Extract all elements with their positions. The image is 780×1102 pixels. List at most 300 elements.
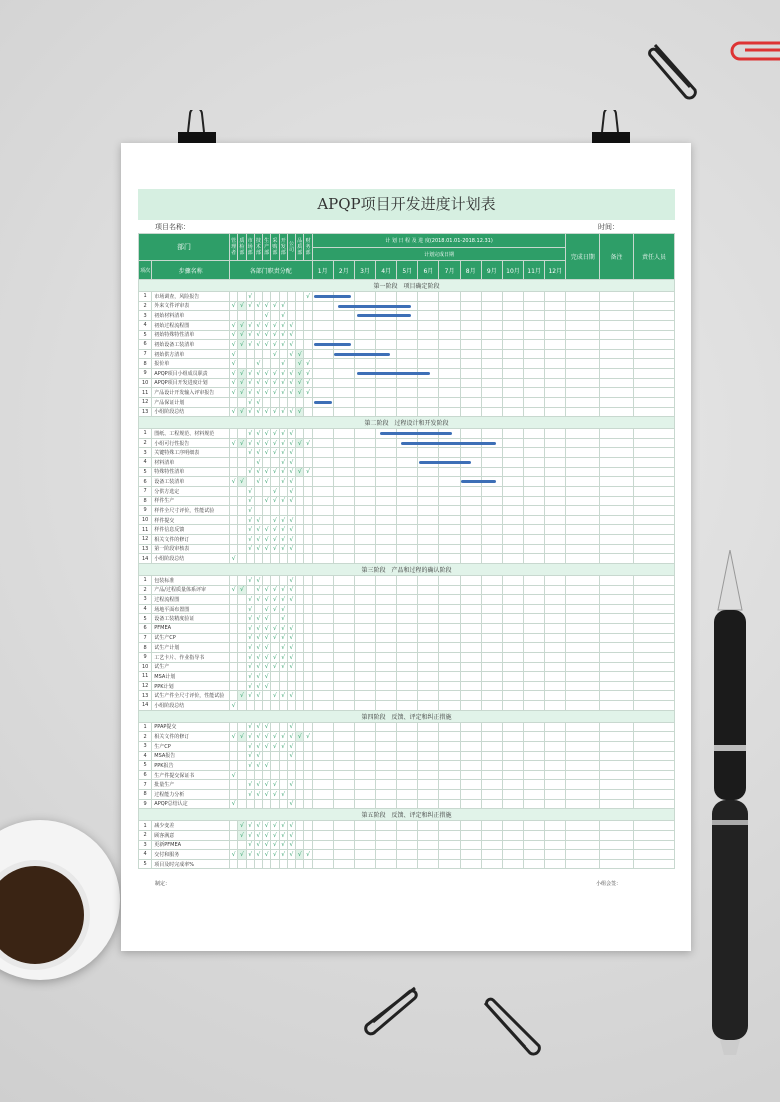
remark-cell xyxy=(600,438,634,448)
month-cell xyxy=(545,761,566,771)
month-cell xyxy=(439,515,460,525)
month-cell xyxy=(439,369,460,379)
month-cell xyxy=(354,340,375,350)
month-cell xyxy=(376,770,397,780)
done-cell xyxy=(566,301,600,311)
month-cell xyxy=(524,840,545,850)
done-cell xyxy=(566,624,600,634)
header-month: 10月 xyxy=(502,261,523,280)
month-cell xyxy=(354,429,375,439)
month-cell xyxy=(333,330,354,340)
done-cell xyxy=(566,595,600,605)
month-cell xyxy=(439,732,460,742)
table-row xyxy=(139,840,675,850)
check-cell: √ xyxy=(229,340,237,350)
month-cell xyxy=(418,544,439,554)
header-dept-col: 开发部 xyxy=(279,234,287,261)
check-cell: √ xyxy=(254,448,262,458)
check-cell: √ xyxy=(271,830,279,840)
month-cell xyxy=(397,506,418,516)
month-cell xyxy=(439,544,460,554)
check-cell xyxy=(246,477,254,487)
month-cell xyxy=(502,438,523,448)
month-cell xyxy=(439,643,460,653)
month-cell xyxy=(397,761,418,771)
done-cell xyxy=(566,821,600,831)
month-cell xyxy=(481,397,502,407)
remark-cell xyxy=(600,652,634,662)
month-cell xyxy=(333,672,354,682)
section-row xyxy=(139,280,675,292)
step-name: 产品/过程质量体系评审 xyxy=(152,585,230,595)
done-cell xyxy=(566,378,600,388)
month-cell xyxy=(312,799,333,809)
check-cell: √ xyxy=(287,595,295,605)
check-cell xyxy=(238,595,246,605)
month-cell xyxy=(333,722,354,732)
check-cell: √ xyxy=(254,397,262,407)
month-cell xyxy=(354,378,375,388)
month-cell xyxy=(376,301,397,311)
month-cell xyxy=(376,722,397,732)
month-cell xyxy=(481,850,502,860)
check-cell xyxy=(304,340,312,350)
check-cell: √ xyxy=(254,850,262,860)
check-cell xyxy=(238,652,246,662)
done-cell xyxy=(566,458,600,468)
check-cell xyxy=(263,486,271,496)
time-label: 时间： xyxy=(598,223,619,231)
month-cell xyxy=(545,397,566,407)
done-cell xyxy=(566,554,600,564)
month-cell xyxy=(439,506,460,516)
owner-cell xyxy=(633,515,674,525)
check-cell xyxy=(304,554,312,564)
step-number: 8 xyxy=(139,643,152,653)
table-row xyxy=(139,320,675,330)
check-cell: √ xyxy=(254,722,262,732)
month-cell xyxy=(502,359,523,369)
month-cell xyxy=(397,830,418,840)
month-cell xyxy=(312,407,333,417)
step-name: 小组阶段总结 xyxy=(152,554,230,564)
check-cell: √ xyxy=(271,535,279,545)
month-cell xyxy=(545,595,566,605)
step-number: 3 xyxy=(139,840,152,850)
month-cell xyxy=(312,349,333,359)
check-cell: √ xyxy=(254,330,262,340)
step-name: 初始设备工装清单 xyxy=(152,340,230,350)
month-cell xyxy=(545,741,566,751)
check-cell xyxy=(296,790,304,800)
month-cell xyxy=(333,859,354,869)
month-cell xyxy=(524,595,545,605)
step-number: 3 xyxy=(139,595,152,605)
check-cell xyxy=(229,448,237,458)
step-name: 关键特殊工序明细表 xyxy=(152,448,230,458)
month-cell xyxy=(376,477,397,487)
month-cell xyxy=(545,624,566,634)
check-cell xyxy=(263,575,271,585)
owner-cell xyxy=(633,604,674,614)
done-cell xyxy=(566,407,600,417)
check-cell: √ xyxy=(287,458,295,468)
check-cell xyxy=(238,722,246,732)
month-cell xyxy=(376,311,397,321)
month-cell xyxy=(354,369,375,379)
month-cell xyxy=(376,506,397,516)
check-cell xyxy=(246,859,254,869)
month-cell xyxy=(354,458,375,468)
month-cell xyxy=(545,388,566,398)
month-cell xyxy=(418,662,439,672)
remark-cell xyxy=(600,741,634,751)
month-cell xyxy=(312,643,333,653)
month-cell xyxy=(481,429,502,439)
check-cell: √ xyxy=(246,388,254,398)
check-cell: √ xyxy=(279,790,287,800)
month-cell xyxy=(460,301,481,311)
done-cell xyxy=(566,320,600,330)
done-cell xyxy=(566,429,600,439)
month-cell xyxy=(418,575,439,585)
month-cell xyxy=(397,467,418,477)
month-cell xyxy=(354,859,375,869)
check-cell xyxy=(296,320,304,330)
check-cell: √ xyxy=(287,378,295,388)
check-cell xyxy=(229,643,237,653)
step-name: 第一阶段审核表 xyxy=(152,544,230,554)
step-number: 11 xyxy=(139,525,152,535)
check-cell: √ xyxy=(238,821,246,831)
step-name: 批量生产 xyxy=(152,780,230,790)
owner-cell xyxy=(633,643,674,653)
month-cell xyxy=(354,662,375,672)
month-cell xyxy=(524,320,545,330)
month-cell xyxy=(418,438,439,448)
owner-cell xyxy=(633,633,674,643)
check-cell: √ xyxy=(271,438,279,448)
month-cell xyxy=(376,496,397,506)
month-cell xyxy=(502,722,523,732)
done-cell xyxy=(566,397,600,407)
step-name: 过程能力分析 xyxy=(152,790,230,800)
month-cell xyxy=(354,349,375,359)
check-cell: √ xyxy=(271,741,279,751)
month-cell xyxy=(460,438,481,448)
month-cell xyxy=(481,643,502,653)
check-cell: √ xyxy=(287,438,295,448)
header-dept-col: 技术部 xyxy=(254,234,262,261)
check-cell xyxy=(271,477,279,487)
check-cell: √ xyxy=(263,624,271,634)
month-cell xyxy=(354,780,375,790)
check-cell xyxy=(238,672,246,682)
step-number: 2 xyxy=(139,830,152,840)
month-cell xyxy=(354,643,375,653)
check-cell: √ xyxy=(287,751,295,761)
check-cell: √ xyxy=(304,438,312,448)
month-cell xyxy=(502,741,523,751)
month-cell xyxy=(312,496,333,506)
step-number: 5 xyxy=(139,614,152,624)
month-cell xyxy=(333,741,354,751)
month-cell xyxy=(439,448,460,458)
month-cell xyxy=(333,821,354,831)
check-cell: √ xyxy=(263,467,271,477)
check-cell xyxy=(263,701,271,711)
check-cell: √ xyxy=(287,840,295,850)
remark-cell xyxy=(600,378,634,388)
table-row xyxy=(139,691,675,701)
check-cell xyxy=(263,554,271,564)
check-cell xyxy=(271,722,279,732)
check-cell: √ xyxy=(271,821,279,831)
month-cell xyxy=(418,397,439,407)
check-cell xyxy=(238,790,246,800)
check-cell: √ xyxy=(229,349,237,359)
check-cell xyxy=(263,799,271,809)
check-cell: √ xyxy=(296,407,304,417)
month-cell xyxy=(502,407,523,417)
check-cell: √ xyxy=(246,292,254,302)
month-cell xyxy=(524,732,545,742)
check-cell xyxy=(246,701,254,711)
step-name: 设备工装精度验证 xyxy=(152,614,230,624)
month-cell xyxy=(312,840,333,850)
check-cell: √ xyxy=(254,535,262,545)
month-cell xyxy=(524,761,545,771)
check-cell: √ xyxy=(238,340,246,350)
month-cell xyxy=(460,535,481,545)
month-cell xyxy=(312,458,333,468)
check-cell xyxy=(271,575,279,585)
check-cell: √ xyxy=(287,652,295,662)
month-cell xyxy=(460,821,481,831)
check-cell: √ xyxy=(287,732,295,742)
month-cell xyxy=(312,691,333,701)
owner-cell xyxy=(633,320,674,330)
check-cell xyxy=(271,701,279,711)
check-cell: √ xyxy=(254,662,262,672)
month-cell xyxy=(545,732,566,742)
header-dept-col: 品质部 xyxy=(296,234,304,261)
done-cell xyxy=(566,761,600,771)
month-cell xyxy=(502,761,523,771)
check-cell xyxy=(254,770,262,780)
check-cell xyxy=(304,448,312,458)
check-cell: √ xyxy=(254,388,262,398)
month-cell xyxy=(376,544,397,554)
month-cell xyxy=(460,429,481,439)
check-cell: √ xyxy=(254,681,262,691)
month-cell xyxy=(354,732,375,742)
check-cell: √ xyxy=(246,525,254,535)
month-cell xyxy=(524,554,545,564)
step-name: 小组阶段总结 xyxy=(152,701,230,711)
check-cell xyxy=(287,554,295,564)
check-cell xyxy=(229,780,237,790)
check-cell xyxy=(287,701,295,711)
month-cell xyxy=(312,770,333,780)
check-cell: √ xyxy=(279,448,287,458)
owner-cell xyxy=(633,378,674,388)
done-cell xyxy=(566,859,600,869)
paperclip-icon xyxy=(640,35,710,105)
month-cell xyxy=(545,751,566,761)
step-number: 12 xyxy=(139,681,152,691)
check-cell xyxy=(238,614,246,624)
table-row xyxy=(139,643,675,653)
month-cell xyxy=(460,595,481,605)
month-cell xyxy=(333,525,354,535)
check-cell: √ xyxy=(263,320,271,330)
month-cell xyxy=(376,388,397,398)
check-cell xyxy=(296,633,304,643)
month-cell xyxy=(312,681,333,691)
month-cell xyxy=(376,292,397,302)
month-cell xyxy=(524,340,545,350)
remark-cell xyxy=(600,850,634,860)
month-cell xyxy=(312,515,333,525)
month-cell xyxy=(524,859,545,869)
month-cell xyxy=(524,301,545,311)
month-cell xyxy=(524,486,545,496)
check-cell: √ xyxy=(279,691,287,701)
check-cell xyxy=(238,429,246,439)
month-cell xyxy=(439,477,460,487)
month-cell xyxy=(460,486,481,496)
step-name: 过程流程图 xyxy=(152,595,230,605)
month-cell xyxy=(418,515,439,525)
month-cell xyxy=(545,378,566,388)
month-cell xyxy=(354,741,375,751)
month-cell xyxy=(439,604,460,614)
remark-cell xyxy=(600,643,634,653)
month-cell xyxy=(481,349,502,359)
check-cell xyxy=(238,624,246,634)
month-cell xyxy=(333,292,354,302)
check-cell xyxy=(238,397,246,407)
month-cell xyxy=(354,691,375,701)
check-cell: √ xyxy=(246,662,254,672)
month-cell xyxy=(397,330,418,340)
check-cell: √ xyxy=(263,585,271,595)
month-cell xyxy=(376,429,397,439)
month-cell xyxy=(502,732,523,742)
month-cell xyxy=(354,486,375,496)
check-cell: √ xyxy=(271,496,279,506)
month-cell xyxy=(439,672,460,682)
month-cell xyxy=(545,672,566,682)
month-cell xyxy=(481,840,502,850)
done-cell xyxy=(566,448,600,458)
month-cell xyxy=(354,701,375,711)
month-cell xyxy=(460,320,481,330)
header-step-no: 项次 xyxy=(139,261,152,280)
step-number: 11 xyxy=(139,672,152,682)
month-cell xyxy=(312,624,333,634)
remark-cell xyxy=(600,604,634,614)
check-cell xyxy=(229,624,237,634)
month-cell xyxy=(418,467,439,477)
check-cell: √ xyxy=(263,544,271,554)
month-cell xyxy=(312,301,333,311)
check-cell xyxy=(304,790,312,800)
step-number: 9 xyxy=(139,652,152,662)
month-cell xyxy=(481,477,502,487)
check-cell xyxy=(263,691,271,701)
check-cell xyxy=(238,349,246,359)
month-cell xyxy=(502,496,523,506)
month-cell xyxy=(418,448,439,458)
month-cell xyxy=(439,554,460,564)
check-cell: √ xyxy=(279,477,287,487)
step-name: 交付和服务 xyxy=(152,850,230,860)
check-cell xyxy=(279,859,287,869)
month-cell xyxy=(312,369,333,379)
check-cell xyxy=(271,751,279,761)
check-cell: √ xyxy=(279,458,287,468)
step-number: 5 xyxy=(139,761,152,771)
month-cell xyxy=(481,751,502,761)
check-cell xyxy=(254,486,262,496)
check-cell: √ xyxy=(246,624,254,634)
check-cell: √ xyxy=(279,741,287,751)
month-cell xyxy=(481,544,502,554)
month-cell xyxy=(333,554,354,564)
check-cell xyxy=(296,604,304,614)
check-cell xyxy=(279,672,287,682)
check-cell xyxy=(229,614,237,624)
month-cell xyxy=(397,525,418,535)
step-number: 5 xyxy=(139,467,152,477)
step-number: 7 xyxy=(139,633,152,643)
check-cell xyxy=(263,506,271,516)
header-dept-col: 管理者 xyxy=(229,234,237,261)
month-cell xyxy=(312,388,333,398)
check-cell xyxy=(296,840,304,850)
month-cell xyxy=(312,790,333,800)
check-cell xyxy=(287,359,295,369)
owner-cell xyxy=(633,448,674,458)
table-row xyxy=(139,652,675,662)
check-cell: √ xyxy=(246,741,254,751)
step-name: 特殊特性清单 xyxy=(152,467,230,477)
check-cell: √ xyxy=(279,330,287,340)
header-month: 1月 xyxy=(312,261,333,280)
step-name: 试生产件全尺寸评价，性能试验 xyxy=(152,691,230,701)
month-cell xyxy=(439,486,460,496)
check-cell xyxy=(304,311,312,321)
month-cell xyxy=(354,614,375,624)
remark-cell xyxy=(600,349,634,359)
month-cell xyxy=(460,751,481,761)
month-cell xyxy=(481,378,502,388)
month-cell xyxy=(502,388,523,398)
month-cell xyxy=(333,458,354,468)
check-cell: √ xyxy=(254,359,262,369)
month-cell xyxy=(397,691,418,701)
remark-cell xyxy=(600,407,634,417)
month-cell xyxy=(376,633,397,643)
step-name: 小组可行性报告 xyxy=(152,438,230,448)
month-cell xyxy=(376,535,397,545)
month-cell xyxy=(502,544,523,554)
check-cell: √ xyxy=(263,780,271,790)
check-cell xyxy=(304,614,312,624)
month-cell xyxy=(333,369,354,379)
